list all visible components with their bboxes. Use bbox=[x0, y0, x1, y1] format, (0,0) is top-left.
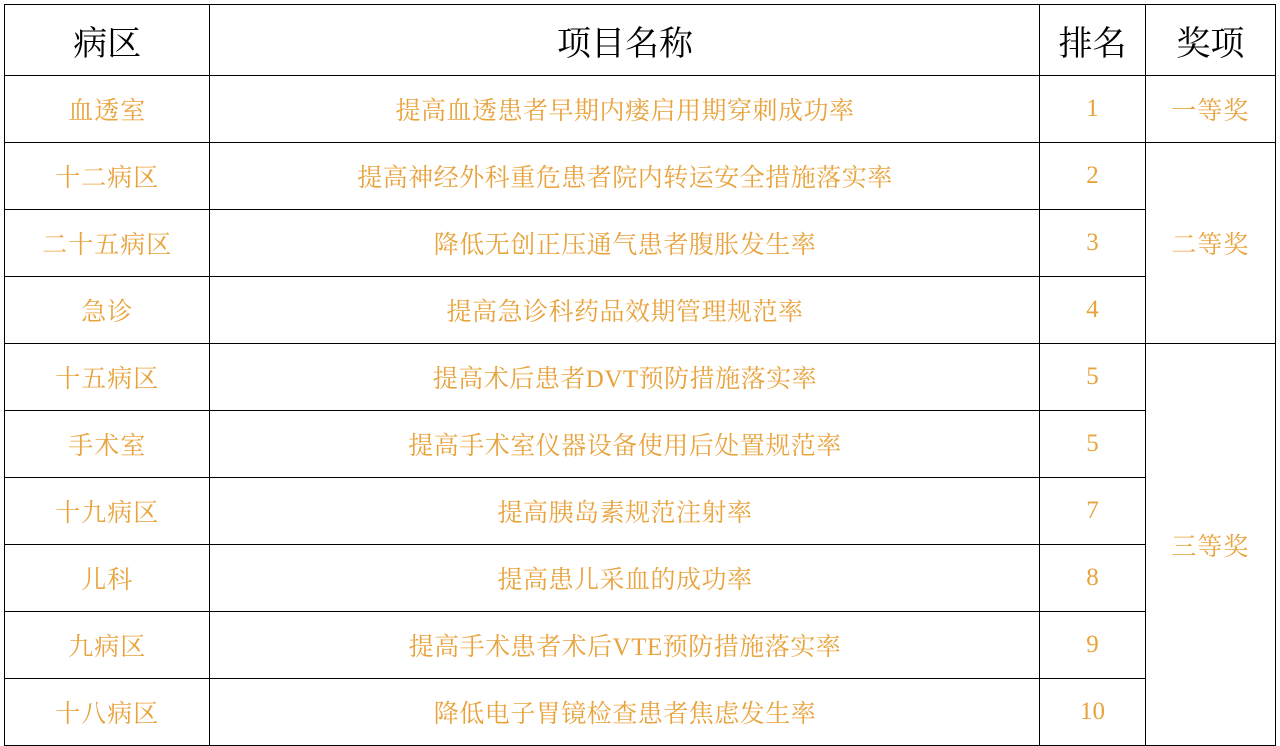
cell-project: 提高术后患者DVT预防措施落实率 bbox=[210, 344, 1040, 411]
cell-project: 提高胰岛素规范注射率 bbox=[210, 478, 1040, 545]
table-row bbox=[5, 612, 1276, 679]
cell-award: 二等奖 bbox=[1145, 143, 1275, 344]
table-row bbox=[5, 545, 1276, 612]
award-table bbox=[4, 4, 1276, 746]
cell-rank: 5 bbox=[1040, 411, 1145, 478]
cell-ward: 十八病区 bbox=[5, 679, 210, 746]
cell-ward: 急诊 bbox=[5, 277, 210, 344]
cell-rank: 3 bbox=[1040, 210, 1145, 277]
table-body bbox=[5, 76, 1276, 746]
cell-rank: 2 bbox=[1040, 143, 1145, 210]
cell-ward: 十九病区 bbox=[5, 478, 210, 545]
cell-ward: 二十五病区 bbox=[5, 210, 210, 277]
cell-ward: 手术室 bbox=[5, 411, 210, 478]
cell-rank: 10 bbox=[1040, 679, 1145, 746]
cell-project: 降低无创正压通气患者腹胀发生率 bbox=[210, 210, 1040, 277]
cell-project: 提高手术室仪器设备使用后处置规范率 bbox=[210, 411, 1040, 478]
cell-ward: 儿科 bbox=[5, 545, 210, 612]
cell-project: 提高血透患者早期内瘘启用期穿刺成功率 bbox=[210, 76, 1040, 143]
table-row bbox=[5, 411, 1276, 478]
cell-award: 三等奖 bbox=[1145, 344, 1275, 746]
table-header-row bbox=[5, 5, 1276, 76]
cell-rank: 8 bbox=[1040, 545, 1145, 612]
cell-rank: 4 bbox=[1040, 277, 1145, 344]
cell-ward: 血透室 bbox=[5, 76, 210, 143]
cell-award: 一等奖 bbox=[1145, 76, 1275, 143]
cell-rank: 1 bbox=[1040, 76, 1145, 143]
cell-ward: 十二病区 bbox=[5, 143, 210, 210]
table-row bbox=[5, 210, 1276, 277]
table-row bbox=[5, 143, 1276, 210]
cell-rank: 7 bbox=[1040, 478, 1145, 545]
table-row bbox=[5, 277, 1276, 344]
table-row bbox=[5, 478, 1276, 545]
table-row bbox=[5, 679, 1276, 746]
cell-project: 提高手术患者术后VTE预防措施落实率 bbox=[210, 612, 1040, 679]
cell-ward: 十五病区 bbox=[5, 344, 210, 411]
cell-ward: 九病区 bbox=[5, 612, 210, 679]
cell-project: 提高神经外科重危患者院内转运安全措施落实率 bbox=[210, 143, 1040, 210]
cell-project: 提高急诊科药品效期管理规范率 bbox=[210, 277, 1040, 344]
column-header-rank: 排名 bbox=[1040, 5, 1145, 76]
table-row bbox=[5, 344, 1276, 411]
cell-rank: 9 bbox=[1040, 612, 1145, 679]
cell-rank: 5 bbox=[1040, 344, 1145, 411]
table-row bbox=[5, 76, 1276, 143]
cell-project: 提高患儿采血的成功率 bbox=[210, 545, 1040, 612]
column-header-project: 项目名称 bbox=[210, 5, 1040, 76]
column-header-ward: 病区 bbox=[5, 5, 210, 76]
table-header bbox=[5, 5, 1276, 76]
column-header-award: 奖项 bbox=[1145, 5, 1275, 76]
cell-project: 降低电子胃镜检查患者焦虑发生率 bbox=[210, 679, 1040, 746]
